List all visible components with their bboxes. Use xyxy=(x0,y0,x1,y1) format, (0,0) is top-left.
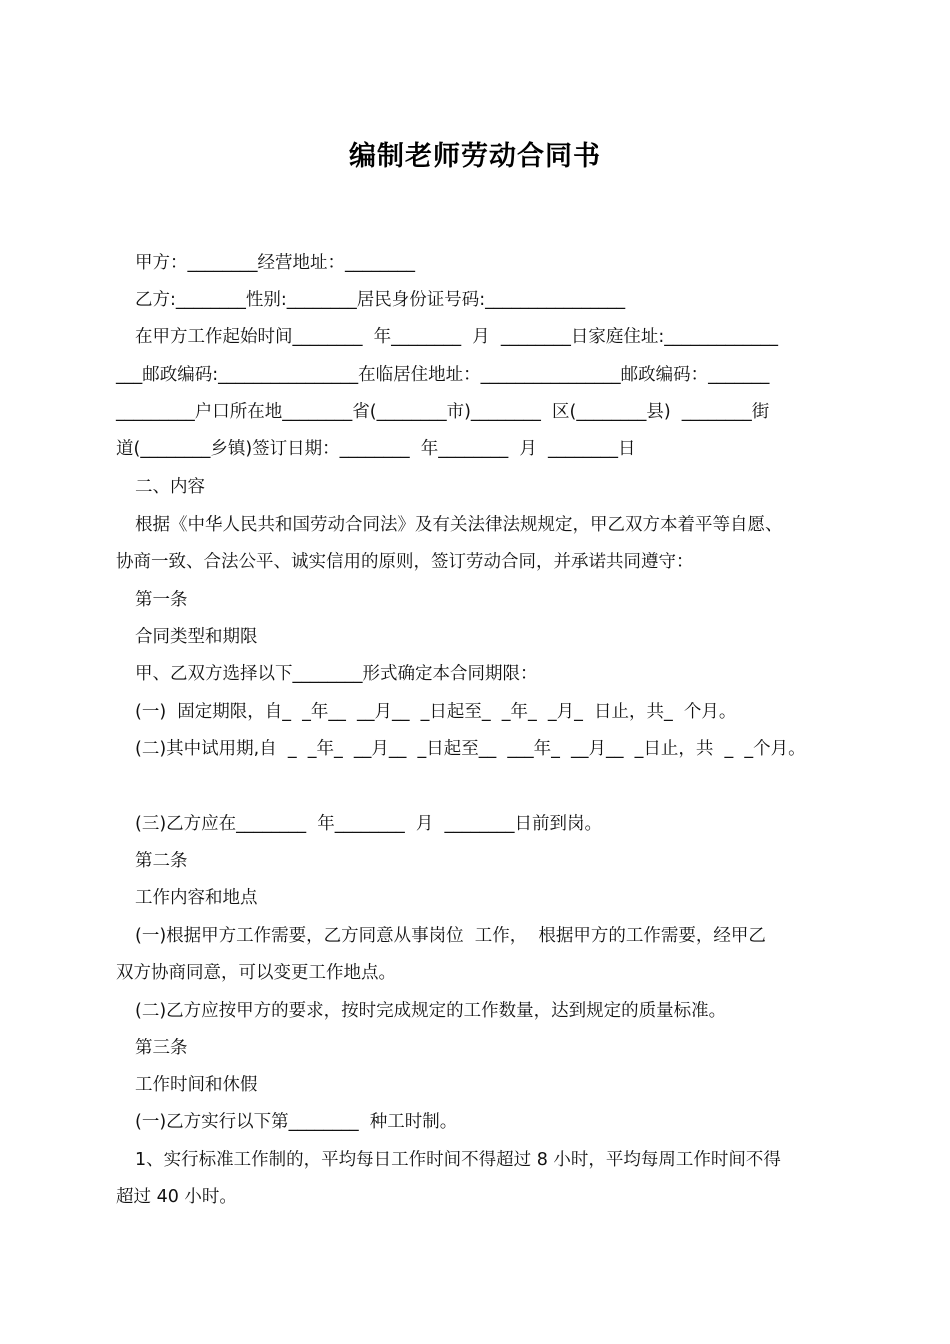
household-line: _________户口所在地________省(________市)________ 区(________县) ________街 xyxy=(116,402,770,422)
party-b-line: 乙方:________性别:________居民身份证号码:________________ xyxy=(135,290,626,310)
document-title: 编制老师劳动合同书 xyxy=(349,141,601,172)
sign-date-line: 道(________乡镇)签订日期：________ 年________ 月 ________日 xyxy=(116,439,636,459)
article-title: 合同类型和期限 xyxy=(135,627,258,647)
paragraph-line: 根据《中华人民共和国劳动合同法》及有关法律法规规定，甲乙双方本着平等自愿、 xyxy=(135,515,783,535)
start-time-line: 在甲方工作起始时间________ 年________ 月 ________日家庭住址:_____________ xyxy=(135,327,779,347)
clause-line: (二)其中试用期,自 _ _年_ __月__ _日起至__ ___年_ __月__ _日止，共 _ _个月。 xyxy=(135,739,806,759)
article-heading: 第三条 xyxy=(135,1038,188,1058)
section-heading: 二、内容 xyxy=(135,477,205,497)
clause-line: (一)根据甲方工作需要，乙方同意从事岗位 工作， 根据甲方的工作需要，经甲乙 xyxy=(135,926,766,946)
clause-line: 超过 40 小时。 xyxy=(116,1187,237,1207)
paragraph-line: 协商一致、合法公平、诚实信用的原则，签订劳动合同，并承诺共同遵守： xyxy=(116,552,694,572)
clause-line: (一) 固定期限，自_ _年__ __月__ _日起至_ _年_ _月_ 日止，共_ 个月。 xyxy=(135,702,737,722)
clause-line: (二)乙方应按甲方的要求，按时完成规定的工作数量，达到规定的质量标准。 xyxy=(135,1001,727,1021)
paragraph-line: 甲、乙双方选择以下________形式确定本合同期限： xyxy=(135,664,538,684)
postcode-line: ___邮政编码:________________在临居住地址：________________邮政编码：_______ xyxy=(116,365,770,385)
clause-line: 1、实行标准工作制的，平均每日工作时间不得超过 8 小时，平均每周工作时间不得 xyxy=(135,1150,781,1170)
article-heading: 第二条 xyxy=(135,851,188,871)
clause-line: (一)乙方实行以下第________ 种工时制。 xyxy=(135,1112,458,1132)
article-heading: 第一条 xyxy=(135,590,188,610)
party-a-line: 甲方：________经营地址：________ xyxy=(135,253,415,273)
article-title: 工作内容和地点 xyxy=(135,888,258,908)
article-title: 工作时间和休假 xyxy=(135,1075,258,1095)
clause-line: (三)乙方应在________ 年________ 月 ________日前到岗。 xyxy=(135,814,603,834)
clause-line: 双方协商同意，可以变更工作地点。 xyxy=(116,963,396,983)
